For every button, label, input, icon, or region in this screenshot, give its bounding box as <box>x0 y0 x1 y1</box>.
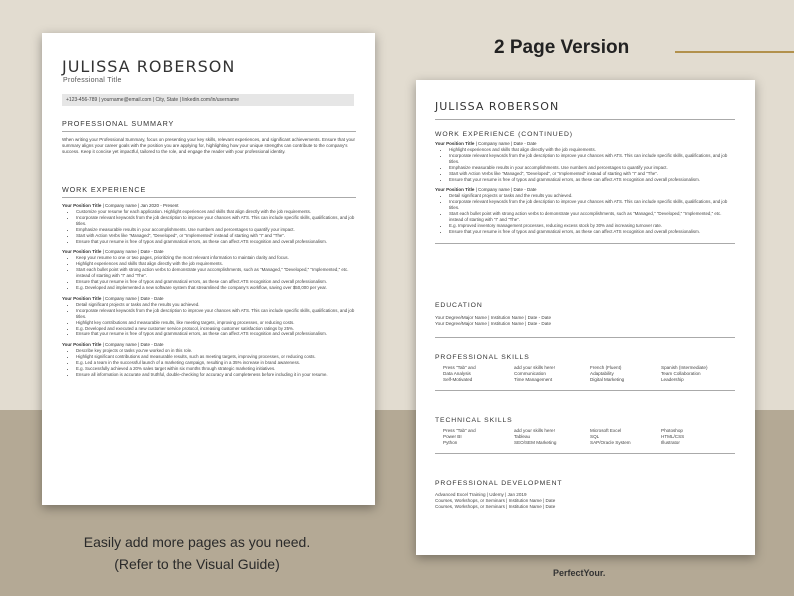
job-bullets <box>62 209 356 244</box>
section-divider <box>435 337 735 338</box>
job-title: Your Position Title <box>435 141 475 146</box>
job-meta: | Company name | Date - Date <box>474 141 537 146</box>
tech-item: add your skills here! <box>514 428 555 433</box>
bullet: • E.g. Developed and executed a new customer service protocol, increasing customer satisfaction ratings by 25%. <box>76 326 356 332</box>
skill-item: Team Collaboration <box>661 371 701 377</box>
job-meta: | Company name | Date - Date <box>101 249 164 255</box>
summary-heading: PROFESSIONAL SUMMARY <box>62 119 175 128</box>
job-bullets <box>62 255 356 290</box>
development-section <box>435 480 735 510</box>
job-meta: | Company name | Date - Date <box>474 187 537 193</box>
job-bullets <box>62 302 356 337</box>
section-divider <box>62 131 356 132</box>
job-entry <box>62 296 356 337</box>
job-bullets <box>435 193 735 234</box>
resume-name: JULISSA ROBERSON <box>62 57 236 76</box>
development-entry: Advanced Excel Training | Udemy | Jan 2019 <box>435 492 527 497</box>
job-meta: | Company name | Date - Date <box>101 295 164 301</box>
tech-item: Press "Tab" and <box>443 428 476 433</box>
bullet: • Ensure all information is accurate and truthful, double-checking for accuracy and completeness before including it in your resume. <box>76 372 356 378</box>
job-bullets <box>435 147 735 182</box>
tech-item: SQL <box>590 434 600 440</box>
experience-continued-heading: WORK EXPERIENCE (CONTINUED) <box>435 131 573 138</box>
bullet: • Highlight significant contributions and measurable results, such as meeting targets, improving processes, or reducing costs. <box>76 354 356 360</box>
job-entry <box>435 141 735 182</box>
bullet: • Incorporate relevant keywords from the job description to improve your chances with ATS. This can include specific skills, qualifications, and job titles. <box>76 215 356 227</box>
bullet: • Highlight experiences and skills that align directly with the job requirements. <box>449 147 735 153</box>
technical-skills-heading: TECHNICAL SKILLS <box>435 417 513 424</box>
resume-page-2 <box>416 80 755 555</box>
job-entry <box>62 249 356 290</box>
contact-bar: +123-456-789 | yourname@email.com | City, State | linkedin.com/in/username <box>62 94 354 106</box>
bullet: • Start each bullet point with strong action verbs to demonstrate your accomplishments, such as "Managed," "Developed," "Implemented," etc. instead of starting with "I" and "The". <box>449 211 735 223</box>
skill-item: Leadership <box>661 377 684 383</box>
skill-item: Data Analysis <box>443 371 471 377</box>
job-title: Your Position Title <box>62 342 102 348</box>
version-title: 2 Page Version <box>494 37 630 58</box>
professional-title: Professional Title <box>63 77 122 84</box>
section-divider <box>435 453 735 454</box>
education-heading: EDUCATION <box>435 302 483 309</box>
job-title: Your Position Title <box>62 203 102 208</box>
skill-item: Self-Motivated <box>443 377 473 383</box>
bullet: • Ensure that your resume is free of typos and grammatical errors, as these can affect ATS recognition and overall professionalism. <box>449 229 735 235</box>
bullet: • Ensure that your resume is free of typos and grammatical errors, as these can affect ATS recognition and overall professionalism. <box>76 279 356 285</box>
job-title: Your Position Title <box>62 295 102 301</box>
skill-item: Adaptability <box>590 371 614 377</box>
bullet: • Highlight experiences and skills that align directly with the job requirements. <box>76 261 356 267</box>
bullet: • Start with Action Verbs like "Managed", "Developed", or "Implemented" instead of starting with "I" and "The". <box>76 233 356 239</box>
bullet: • Ensure that your resume is free of typos and grammatical errors, as these can affect ATS recognition and overall professionalism. <box>76 239 356 245</box>
tech-item: HTML/CSS <box>661 434 685 440</box>
bullet: • Incorporate relevant keywords from the job description to improve your chances with ATS. This can include specific skills, qualifications, and job titles. <box>449 199 735 211</box>
skills-grid <box>443 365 735 383</box>
skill-item: Time Management <box>514 377 553 383</box>
job-title: Your Position Title <box>62 249 102 255</box>
accent-line <box>675 51 794 53</box>
tech-item: Microsoft Excel <box>590 428 622 433</box>
tech-item: Python <box>443 440 458 446</box>
bullet: • Start with Action Verbs like "Managed", "Developed", or "Implemented" instead of starting with "I" and "The". <box>449 171 735 177</box>
job-entry <box>62 342 356 378</box>
job-entry <box>62 203 356 244</box>
bullet: • Ensure that your resume is free of typos and grammatical errors, as these can affect ATS recognition and overall professionalism. <box>76 331 356 337</box>
development-heading: PROFESSIONAL DEVELOPMENT <box>435 480 563 487</box>
bullet: • Incorporate relevant keywords from the job description to improve your chances with ATS. This can include specific skills, qualifications, and job titles. <box>449 153 735 165</box>
bullet: • Emphasize measurable results in your accomplishments. Use numbers and percentages to quantify your impact. <box>449 165 735 171</box>
skill-item: add your skills here! <box>514 365 555 370</box>
section-divider <box>435 243 735 244</box>
summary-text: When writing your Professional Summary, focus on presenting your key skills, relevant experiences, and significant achievements. Ensure that your summary aligns your career goals with the position you are applying for, highlighting how your unique strengths can contribute to the company's success. Keep it concise yet impactful, tailored to the role, and engage the reader with your professional identity. <box>62 137 356 154</box>
caption-line-2: (Refer to the Visual Guide) <box>114 556 280 572</box>
skill-item: Press "Tab" and <box>443 365 476 370</box>
bullet: • Start each bullet point with strong action verbs to demonstrate your accomplishments, such as "Managed," "Developed," "Implemented," etc. instead of starting with "I" and "The". <box>76 267 356 279</box>
experience-section <box>62 185 356 378</box>
education-section <box>435 302 735 338</box>
professional-skills-heading: PROFESSIONAL SKILLS <box>435 354 530 361</box>
bullet: • E.g. Led a team in the successful launch of a marketing campaign, resulting in a 35% increase in brand awareness. <box>76 360 356 366</box>
bullet: • Incorporate relevant keywords from the job description to improve your chances with ATS. This can include specific skills, qualifications, and job titles. <box>76 308 356 320</box>
brand-logo: PerfectYour. <box>553 568 606 578</box>
job-bullets <box>62 348 356 378</box>
tech-item: Photoshop <box>661 428 683 433</box>
tech-item: Illustrator <box>661 440 680 446</box>
resume-name: JULISSA ROBERSON <box>435 100 560 113</box>
technical-skills-section <box>435 417 735 454</box>
development-entry: Courses, Workshops, or Seminars | Institution Name | Date <box>435 498 556 504</box>
education-entry: Your Degree/Major Name | Institution Name | Date - Date <box>435 315 552 320</box>
bullet: • E.g. Developed and implemented a new software system that streamlined the company's workflow, saving over $50,000 per year. <box>76 285 356 291</box>
bullet: • Highlight key contributions and measurable results, like meeting targets, improving processes, or reducing costs. <box>76 320 356 326</box>
skill-item: Communication <box>514 371 546 377</box>
job-meta: | Company name | Date - Date <box>101 342 164 348</box>
tech-item: Power BI <box>443 434 462 440</box>
job-meta: | Company name | Jan 2020 - Present <box>101 203 179 208</box>
job-title: Your Position Title <box>435 187 475 193</box>
bullet: • E.g. Successfully achieved a 20% sales target within six months through strategic marketing initiatives. <box>76 366 356 372</box>
section-divider <box>435 390 735 391</box>
tech-item: Tableau <box>514 434 531 440</box>
tech-item: SEO/SEM Marketing <box>514 440 557 446</box>
name-divider <box>435 119 735 120</box>
job-entry <box>435 187 735 234</box>
skill-item: French (Fluent) <box>590 365 622 370</box>
bullet: • Customize your resume for each application. Highlight experiences and skills that align directly with the job requirements. <box>76 209 356 215</box>
experience-heading: WORK EXPERIENCE <box>62 185 147 194</box>
resume-page-1 <box>42 33 375 505</box>
section-divider <box>62 197 356 198</box>
tech-item: SAP/Oracle System <box>590 440 631 446</box>
professional-skills-section <box>435 354 735 391</box>
education-entry: Your Degree/Major Name | Institution Name | Date - Date <box>435 321 552 327</box>
experience-continued-section <box>435 131 735 244</box>
bullet: • Detail significant projects or tasks and the results you achieved. <box>76 302 356 308</box>
bullet: • Keep your resume to one or two pages, prioritizing the most relevant information to maintain clarity and focus. <box>76 255 356 261</box>
bullet: • E.g. Improved inventory management processes, reducing excess stock by 30% and increasing turnover rate. <box>449 223 735 229</box>
caption-line-1: Easily add more pages as you need. <box>83 534 311 550</box>
development-entry: Courses, Workshops, or Seminars | Institution Name | Date <box>435 504 556 510</box>
bullet: • Emphasize measurable results in your accomplishments. Use numbers and percentages to quantify your impact. <box>76 227 356 233</box>
skill-item: Spanish (Intermediate) <box>661 365 708 370</box>
bullet: • Describe key projects or tasks you've worked on in this role. <box>76 348 356 354</box>
tech-grid <box>443 428 735 446</box>
bullet: • Detail significant projects or tasks and the results you achieved. <box>449 193 735 199</box>
skill-item: Digital Marketing <box>590 377 625 383</box>
summary-section <box>62 119 356 155</box>
bullet: • Ensure that your resume is free of typos and grammatical errors, as these can affect ATS recognition and overall professionalism. <box>449 177 735 183</box>
